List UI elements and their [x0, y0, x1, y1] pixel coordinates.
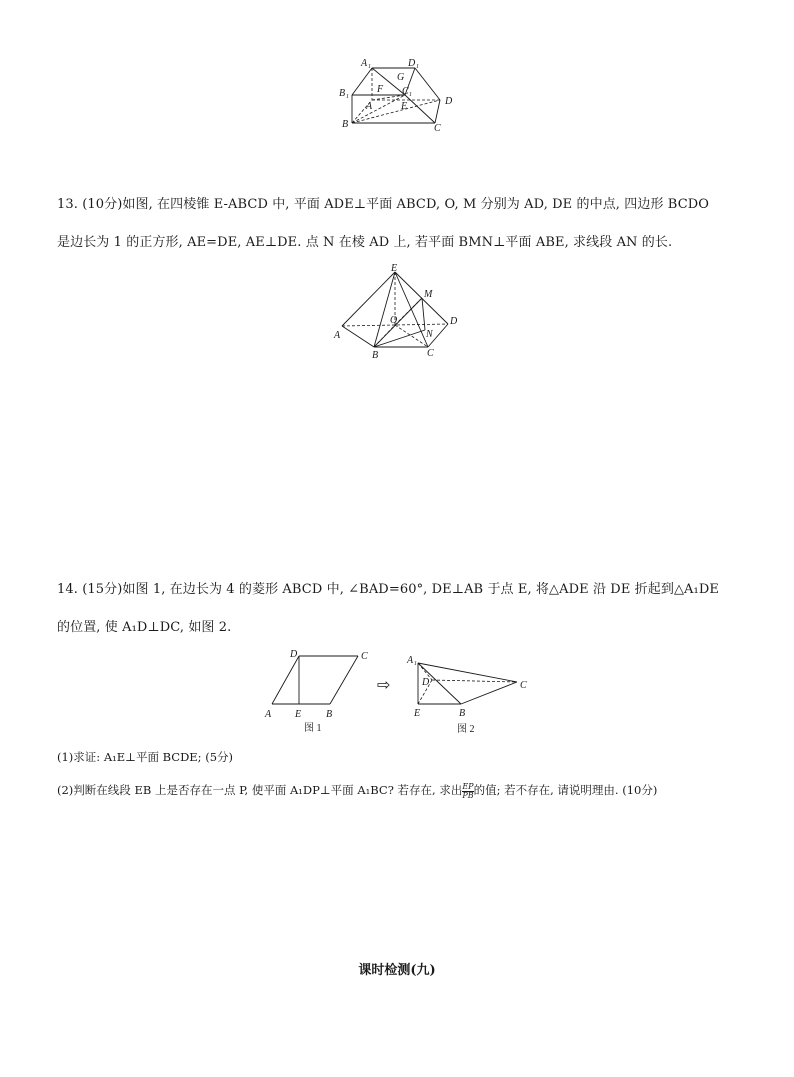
- label-C: C: [427, 348, 434, 359]
- page-footer-title: 课时检测(九): [358, 963, 436, 978]
- problem14-part1: (1)求证: A₁E⊥平面 BCDE; (5分): [57, 750, 233, 764]
- part2-text-before: (2)判断在线段 EB 上是否存在一点 P, 使平面 A₁DP⊥平面 A₁BC? 若存在, 求出: [57, 783, 463, 797]
- label-C: C: [361, 651, 368, 662]
- part2-text-after: 的值; 若不存在, 请说明理由. (10分): [473, 783, 658, 797]
- fig1-caption: 图 1: [304, 723, 322, 734]
- label-O: O: [390, 315, 398, 326]
- label-B1-sub: 1: [346, 94, 349, 100]
- figure-pyramid: [332, 260, 462, 360]
- fraction-denominator: PB: [462, 790, 474, 800]
- label-B: B: [326, 709, 333, 720]
- label-C1: C: [402, 86, 409, 97]
- problem14-line1: 14. (15分)如图 1, 在边长为 4 的菱形 ABCD 中, ∠BAD=60°, DE⊥AB 于点 E, 将△ADE 沿 DE 折起到△A₁DE: [57, 582, 719, 597]
- label-G: G: [397, 72, 405, 83]
- label-N: N: [426, 329, 433, 340]
- arrow-icon: ⇨: [377, 675, 391, 694]
- label-D1-sub: 1: [416, 64, 419, 70]
- label-E: E: [414, 708, 421, 719]
- figure-prism: [330, 55, 465, 135]
- label-A: A: [265, 709, 272, 720]
- problem14-part2: [57, 782, 657, 800]
- fraction-numerator: EP: [462, 781, 474, 791]
- label-B: B: [342, 119, 349, 130]
- label-B: B: [459, 708, 466, 719]
- label-B1: B: [339, 88, 346, 99]
- label-A1: A: [407, 655, 414, 666]
- label-C: C: [434, 123, 441, 134]
- problem14-line2: 的位置, 使 A₁D⊥DC, 如图 2.: [57, 620, 232, 635]
- label-M: M: [424, 289, 433, 300]
- label-B: B: [372, 350, 379, 360]
- label-A: A: [334, 330, 341, 341]
- label-A1: A: [361, 58, 368, 69]
- label-E: E: [295, 709, 302, 720]
- label-D: D: [422, 677, 430, 688]
- label-D: D: [290, 649, 298, 660]
- label-D: D: [450, 316, 458, 327]
- fig2-caption: 图 2: [457, 724, 475, 735]
- problem13-line2: 是边长为 1 的正方形, AE=DE, AE⊥DE. 点 N 在棱 AD 上, 若平面 BMN⊥平面 ABE, 求线段 AN 的长.: [57, 235, 673, 250]
- label-A1-sub: 1: [414, 661, 417, 667]
- label-E: E: [391, 263, 398, 274]
- problem13-line1: 13. (10分)如图, 在四棱锥 E-ABCD 中, 平面 ADE⊥平面 ABCD, O, M 分别为 AD, DE 的中点, 四边形 BCDO: [57, 197, 710, 212]
- figure-rhombus: [262, 645, 372, 737]
- label-F: F: [377, 84, 384, 95]
- label-E: E: [401, 101, 408, 112]
- fraction-ep-pb: [462, 783, 473, 800]
- label-C1-sub: 1: [409, 92, 412, 98]
- figure-folded: [404, 650, 534, 738]
- label-D1: D: [408, 58, 416, 69]
- label-A1-sub: 1: [368, 64, 371, 70]
- label-D: D: [445, 96, 453, 107]
- label-C: C: [520, 680, 527, 691]
- label-A: A: [366, 101, 373, 112]
